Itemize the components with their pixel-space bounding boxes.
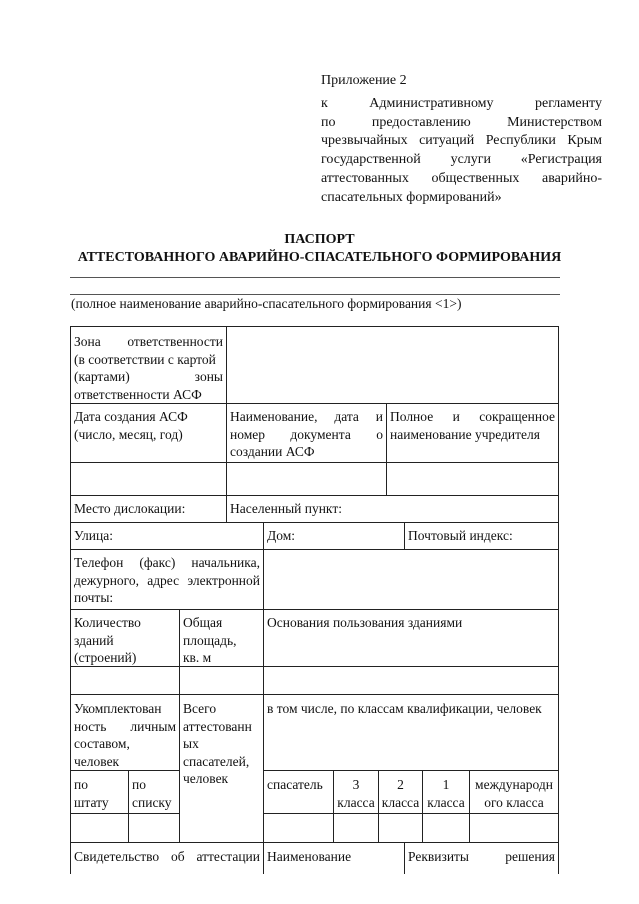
settlement-label: Населенный пункт: [230,501,342,516]
intl-class-label: международн ого класса [475,777,553,810]
cert-name-label: Наименование [267,849,352,864]
appendix-line: спасательных формирований» [321,189,502,205]
location-label: Место дислокации: [74,501,186,516]
class1-label: 1 класса [427,777,465,810]
doc-title: ПАСПОРТ [284,232,355,247]
cert-details-label: Реквизиты решения [408,849,555,864]
qualification-classes-label: в том числе, по классам квалификации, человек [267,701,542,716]
by-staff-label: по штату [74,777,109,810]
staffing-label: Укомплектован ность личным составом, человек [74,701,176,769]
appendix-line: государственной услуги «Регистрация [321,152,602,168]
appendix-line: к Административному регламенту [321,95,602,111]
house-label: Дом: [267,528,295,543]
street-label: Улица: [74,528,113,543]
appendix-line: по предоставлению Министерством [321,114,602,130]
appendix-title: Приложение 2 [321,73,407,88]
phone-label: Телефон (факс) начальника, дежурного, адрес электронной почты: [74,555,260,605]
doc-name-label: Наименование, дата и номер документа о создании АСФ [230,409,383,459]
zone-label: Зона ответственности (в соответствии с картой (картами) зоны ответственности АСФ [74,334,223,402]
postcode-label: Почтовый индекс: [408,528,513,543]
doc-subtitle: АТТЕСТОВАННОГО АВАРИЙНО-СПАСАТЕЛЬНОГО ФОРМИРОВАНИЯ [77,250,562,265]
buildings-count-label: Количество зданий (строений) [74,615,141,665]
appendix-line: аттестованных общественных аварийно- [321,170,602,186]
appendix-line: чрезвычайных ситуаций Республики Крым [321,133,602,149]
rescuer-label: спасатель [267,777,323,792]
class2-label: 2 класса [381,777,420,810]
founder-label: Полное и сокращенное наименование учредителя [390,409,555,442]
by-list-label: по списку [132,777,172,810]
total-certified-label: Всего аттестованн ых спасателей, человек [183,701,252,786]
usage-basis-label: Основания пользования зданиями [267,615,463,630]
date-created-label: Дата создания АСФ (число, месяц, год) [74,409,188,442]
certificate-label: Свидетельство об аттестации [74,849,260,864]
name-caption: (полное наименование аварийно-спасательного формирования <1>) [71,296,462,311]
class3-label: 3 класса [337,777,375,810]
total-area-label: Общая площадь, кв. м [183,615,237,665]
